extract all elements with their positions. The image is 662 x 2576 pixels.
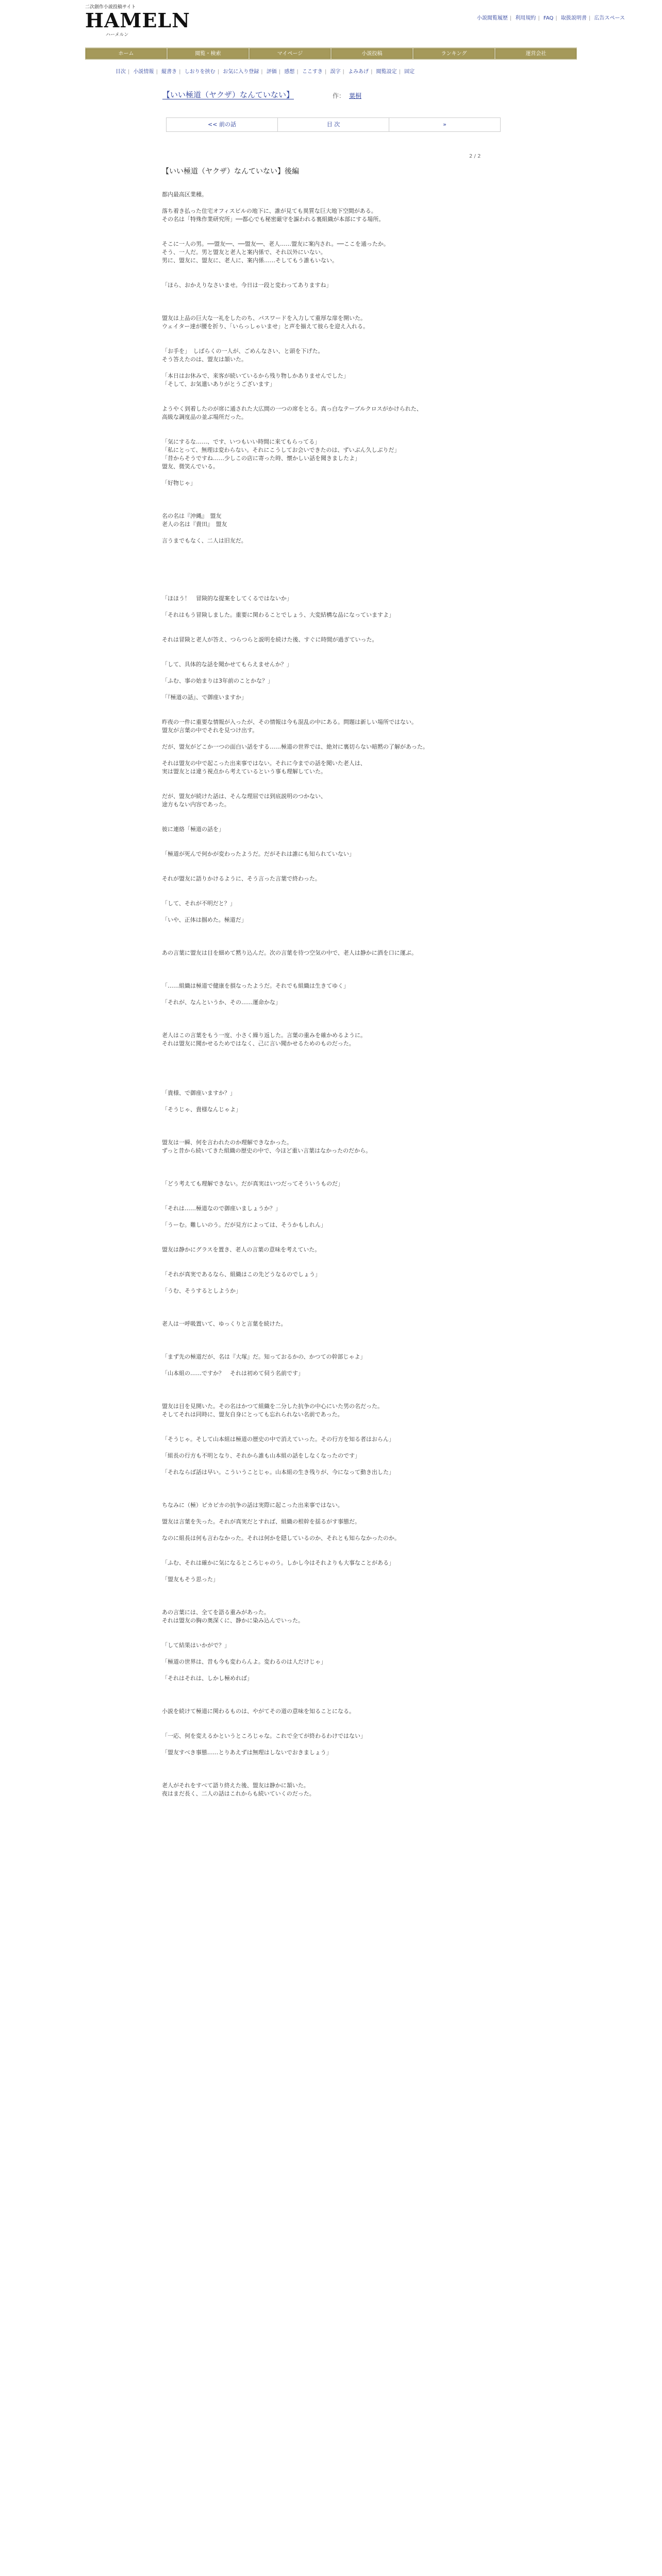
story-paragraph: 「好物じゃ」	[162, 480, 196, 486]
story-paragraph: 男に、盟友に、盟友に、老人に、案内係……そしてもう誰もいない。	[162, 257, 338, 264]
story-paragraph	[162, 1279, 492, 1287]
story-paragraph	[162, 834, 492, 842]
prev-chapter-button[interactable]: << 前の話	[167, 118, 278, 131]
story-paragraph	[162, 817, 492, 825]
story-paragraph: 「本日はお休みで、来客が続いているから残り物しかありませんでした」	[162, 372, 349, 379]
story-paragraph: 都内最高区業種。	[162, 191, 207, 198]
subnav-typo[interactable]: 誤字	[330, 69, 341, 75]
story-paragraph	[162, 933, 492, 941]
story-paragraph: 「ふむ、それは確かに気になるところじゃのう。しかし今はそれよりも大事なことがある」	[162, 1560, 394, 1566]
story-paragraph: ウェイター達が腰を折り、「いらっしゃいませ」と声を揃えて彼らを迎え入れる。	[162, 323, 369, 330]
story-paragraph	[162, 891, 492, 900]
story-paragraph: 「それが真実であるなら、組織はこの先どうなるのでしょう」	[162, 1271, 321, 1278]
story-paragraph: 「そして、お気遣いありがとうございます」	[162, 381, 275, 387]
story-paragraph: あの言葉には、全てを語る重みがあった。	[162, 1609, 270, 1616]
story-paragraph: 途方もない内容であった。	[162, 801, 230, 808]
story-paragraph	[162, 224, 492, 232]
story-paragraph	[162, 644, 492, 652]
link-faq[interactable]: FAQ	[543, 15, 554, 21]
story-paragraph: 「一応、何を変えるかというところじゃな。これで全てが終わるわけではない」	[162, 1733, 366, 1739]
story-paragraph	[162, 1262, 492, 1270]
story-paragraph: 言うまでもなく、二人は旧友だ。	[162, 537, 247, 544]
subnav-fixed[interactable]: 固定	[404, 69, 415, 75]
story-paragraph	[162, 1073, 492, 1081]
story-paragraph: だが、盟友がどこか一つの面白い話をする……極道の世界では、絶対に裏切らない暗黙の了解があった。	[162, 743, 428, 750]
nav-mypage[interactable]: マイページ	[250, 48, 330, 59]
story-paragraph	[162, 908, 492, 916]
story-paragraph: 彼に連絡「極道の話を」	[162, 826, 224, 833]
story-paragraph	[162, 1361, 492, 1369]
story-paragraph	[162, 751, 492, 759]
story-paragraph	[162, 388, 492, 397]
story-paragraph: 「して、それが不明だと？」	[162, 900, 236, 907]
story-paragraph	[162, 586, 492, 595]
story-paragraph: 「私にとって、無理は変わらない。それにこうしてお会いできたのは、ずいぶん久しぶりだ」	[162, 447, 400, 453]
story-paragraph	[162, 1510, 492, 1518]
story-paragraph: 「うーむ。難しいのう。だが見方によっては、そうかもしれん」	[162, 1222, 326, 1228]
story-paragraph	[162, 842, 492, 850]
story-paragraph	[162, 1254, 492, 1262]
story-paragraph: 夜はまだ長く、二人の話はこれからも続いていくのだった。	[162, 1790, 315, 1797]
story-paragraph	[162, 471, 492, 479]
story-paragraph	[162, 710, 492, 718]
subnav-bookmark[interactable]: しおりを挟む	[184, 69, 216, 75]
story-paragraph: 老人の名は『貴田』 盟友	[162, 521, 227, 528]
link-manual[interactable]: 取扱説明書	[560, 15, 587, 21]
subnav-vertical[interactable]: 縦書き	[161, 69, 177, 75]
story-paragraph	[162, 553, 492, 562]
story-paragraph: 「それが、なんというか、その……運命かな」	[162, 999, 281, 1006]
story-paragraph: 「して、具体的な話を聞かせてもらえませんか？」	[162, 661, 292, 668]
story-paragraph	[162, 487, 492, 496]
header-links: 小説閲覧履歴 | 利用規約 | FAQ | 取扱説明書 | 広告スペース	[476, 15, 625, 21]
story-paragraph: 「そうじゃ。そして山本組は極道の歴史の中で消えていった。その行方を知る者はおらん」	[162, 1436, 394, 1443]
story-paragraph: 「どう考えても理解できない。だが真実はいつだってそういうものだ」	[162, 1180, 343, 1187]
story-paragraph	[162, 1477, 492, 1485]
story-paragraph	[162, 430, 492, 438]
subnav-like[interactable]: ここすき	[302, 69, 323, 75]
story-paragraph	[162, 1592, 492, 1600]
story-paragraph	[162, 496, 492, 504]
story-paragraph: 「それは……極道なので御座いましょうか？」	[162, 1205, 281, 1212]
story-paragraph	[162, 1229, 492, 1238]
story-paragraph: 「それはもう冒険しました。重要に関わることでしょう、大変結構な品になっていますよ」	[162, 612, 394, 618]
story-paragraph	[162, 1213, 492, 1221]
story-paragraph: 「『極道の話』、で御座いますか」	[162, 694, 247, 701]
story-paragraph: 「いや、正体は掴めた。極道だ」	[162, 917, 247, 923]
story-paragraph: そう、一人だ。男と盟友と老人と案内係で、それ以外にいない。	[162, 249, 326, 256]
story-paragraph	[162, 1007, 492, 1015]
story-paragraph: ちなみに（極）ピカピカの抗争の話は実際に起こった出来事ではない。	[162, 1502, 343, 1509]
story-paragraph: 小説を続けて極道に関わるものは、やがてその道の意味を知ることになる。	[162, 1708, 355, 1715]
story-paragraph	[162, 504, 492, 512]
story-paragraph: 「ほほう！ 冒険的な提案をしてくるではないか」	[162, 595, 292, 602]
logo-text: HAMELN	[85, 9, 190, 32]
story-body	[162, 191, 492, 1798]
main-nav	[85, 47, 577, 60]
story-paragraph	[162, 1691, 492, 1699]
story-paragraph	[162, 1097, 492, 1106]
site-header	[0, 0, 662, 43]
story-paragraph: それは盟友に聞かせるためではなく、己に言い聞かせるためのものだった。	[162, 1040, 355, 1047]
story-paragraph	[162, 1114, 492, 1122]
story-paragraph	[162, 858, 492, 867]
story-paragraph: 「ふむ、事の始まりは3年前のことかな？」	[162, 677, 273, 684]
story-paragraph: 「盟友すべき事態……とりあえずは無理はしないでおきましょう」	[162, 1749, 332, 1756]
story-paragraph	[162, 298, 492, 306]
story-paragraph: 名の名は『沖縄』 盟友	[162, 513, 222, 519]
story-paragraph: 「まず先の極道だが、名は『大塚』だ。知っておるかの、かつての幹部じゃよ」	[162, 1353, 366, 1360]
nav-ranking[interactable]: ランキング	[413, 48, 494, 59]
story-paragraph	[162, 1765, 492, 1773]
chapter-nav	[166, 117, 501, 132]
story-paragraph	[162, 957, 492, 965]
story-paragraph	[162, 669, 492, 677]
story-paragraph	[162, 1551, 492, 1559]
link-history[interactable]: 小説閲覧履歴	[476, 15, 508, 21]
story-paragraph	[162, 1386, 492, 1394]
nav-search[interactable]: 閲覧・検索	[168, 48, 249, 59]
story-paragraph	[162, 867, 492, 875]
page-counter: 2 / 2	[469, 154, 481, 159]
story-paragraph	[162, 1394, 492, 1402]
story-title[interactable]: 【いい極道（ヤクザ）なんていない】	[162, 90, 294, 99]
story-paragraph: 「山本組の……ですか？ それは初めて伺う名前です」	[162, 1370, 304, 1377]
story-paragraph	[162, 1172, 492, 1180]
story-paragraph	[162, 1345, 492, 1353]
story-paragraph: 「気にするな……、です、いつもいい時間に来てもらってる」	[162, 438, 321, 445]
story-paragraph: それは盟友の胸の奥深くに、静かに染み込んでいった。	[162, 1617, 304, 1624]
story-paragraph: 昨夜の一件に重要な情報が入ったが、その情報は今も混乱の中にある。問題は新しい場所ではない。	[162, 719, 417, 725]
story-paragraph: そしてそれは同時に、盟友自身にとっても忘れられない名前であった。	[162, 1411, 343, 1418]
story-paragraph	[162, 1155, 492, 1163]
story-paragraph	[162, 965, 492, 974]
story-paragraph: それが盟友に語りかけるように、そう言った言葉で終わった。	[162, 875, 321, 882]
story-paragraph	[162, 1650, 492, 1658]
next-chapter-button[interactable]: »	[443, 121, 446, 128]
story-paragraph: 落ち着き払った住宅オフィスビルの地下に、誰が見ても異質な巨大地下空間がある。	[162, 208, 377, 214]
story-paragraph: だが、盟友が続けた話は、そんな理屈では到底説明のつかない、	[162, 793, 326, 800]
story-paragraph	[162, 421, 492, 430]
story-paragraph: 「ほら、おかえりなさいませ。今日は一段と変わってありますね」	[162, 282, 332, 289]
story-paragraph	[162, 265, 492, 273]
story-paragraph: 「極道の世界は、昔も今も変わらんよ。変わるのは人だけじゃ」	[162, 1658, 326, 1665]
story-paragraph	[162, 1303, 492, 1312]
index-button[interactable]: 目 次	[278, 118, 389, 131]
story-paragraph	[162, 1724, 492, 1732]
story-paragraph	[162, 1625, 492, 1633]
story-paragraph: あの言葉に盟友は目を細めて黙り込んだ。次の言葉を待つ空気の中で、老人は静かに酒を口に運ぶ。	[162, 950, 417, 956]
story-paragraph	[162, 1427, 492, 1435]
story-paragraph	[162, 1600, 492, 1608]
subnav-rate[interactable]: 評価	[266, 69, 277, 75]
story-paragraph: 「昔からそうですね……少しこの店に寄った時、懐かしい話を聞きましたよ」	[162, 455, 360, 462]
story-paragraph	[162, 1163, 492, 1172]
story-paragraph	[162, 1543, 492, 1551]
story-paragraph: 「それならば話は早い。こういうことじゃ。山本組の生き残りが、今になって動き出した」	[162, 1469, 394, 1476]
story-paragraph: 盟友は静かにグラスを置き、老人の言葉の意味を考えていた。	[162, 1246, 321, 1253]
story-paragraph: 盟友が言葉の中でそれを見つけ出す。	[162, 727, 258, 734]
story-paragraph	[162, 1485, 492, 1493]
story-paragraph	[162, 1773, 492, 1782]
story-paragraph: 盟友は一瞬、何を言われたのか理解できなかった。	[162, 1139, 292, 1146]
story-paragraph	[162, 941, 492, 949]
story-paragraph	[162, 290, 492, 298]
story-paragraph	[162, 619, 492, 628]
subnav-favorite[interactable]: お気に入り登録	[223, 69, 259, 75]
story-paragraph: 実は盟友とは違う視点から考えているという事も理解していた。	[162, 768, 326, 775]
nav-home[interactable]: ホーム	[86, 48, 167, 59]
subnav-info[interactable]: 小説情報	[133, 69, 154, 75]
subnav-readaloud[interactable]: よみあげ	[348, 69, 369, 75]
story-paragraph: 盟友は言葉を失った。それが真実だとすれば、組織の根幹を揺るがす事態だ。	[162, 1518, 360, 1525]
nav-company[interactable]: 運営会社	[495, 48, 576, 59]
story-paragraph	[162, 735, 492, 743]
story-paragraph	[162, 702, 492, 710]
story-paragraph	[162, 1336, 492, 1345]
story-paragraph	[162, 1130, 492, 1139]
story-paragraph	[162, 652, 492, 660]
story-paragraph: そう答えたのは、盟友は頷いた。	[162, 356, 247, 363]
story-paragraph	[162, 306, 492, 314]
story-paragraph	[162, 1196, 492, 1205]
story-paragraph	[162, 562, 492, 570]
story-paragraph	[162, 1188, 492, 1196]
story-paragraph	[162, 1419, 492, 1427]
story-paragraph	[162, 1048, 492, 1056]
story-paragraph: 盟友は目を見開いた。その名はかつて組織を二分した抗争の中心にいた男の名だった。	[162, 1403, 383, 1410]
story-title-row	[155, 88, 508, 108]
story-paragraph	[162, 1716, 492, 1724]
chapter-title: 【いい極道（ヤクザ）なんていない】後編	[162, 167, 299, 176]
story-paragraph	[162, 1378, 492, 1386]
story-paragraph	[162, 1056, 492, 1064]
story-paragraph	[162, 685, 492, 693]
story-paragraph	[162, 1328, 492, 1336]
story-paragraph	[162, 529, 492, 537]
story-paragraph: 「貴様、で御座いますか？」	[162, 1090, 236, 1096]
story-paragraph	[162, 273, 492, 281]
author-prefix: 作：	[333, 92, 345, 99]
story-paragraph: 「うむ、そうするとしようか」	[162, 1287, 241, 1294]
story-paragraph: 「して結果はいかがで？」	[162, 1642, 230, 1649]
story-paragraph: 老人がそれをすべて語り終えた後、盟友は静かに頷いた。	[162, 1782, 309, 1789]
site-logo[interactable]	[85, 4, 190, 40]
story-paragraph	[162, 545, 492, 553]
story-paragraph: 「それはそれは、しかし極めれば」	[162, 1675, 253, 1682]
story-paragraph	[162, 1567, 492, 1575]
story-paragraph	[162, 1633, 492, 1641]
story-paragraph	[162, 364, 492, 372]
nav-post[interactable]: 小説投稿	[332, 48, 412, 59]
story-paragraph	[162, 1238, 492, 1246]
story-paragraph	[162, 570, 492, 578]
story-paragraph: なのに組長は何も言わなかった。それは何かを隠しているのか、それとも知らなかったのか。	[162, 1535, 400, 1541]
story-paragraph: 「そうじゃ、貴様なんじゃよ」	[162, 1106, 241, 1113]
story-paragraph	[162, 1081, 492, 1089]
story-paragraph: ようやく到着したのが席に通された大広間の一つの席をとる。真っ白なテーブルクロスがかけられた、	[162, 405, 422, 412]
link-ad[interactable]: 広告スペース	[594, 15, 625, 21]
story-paragraph	[162, 1740, 492, 1749]
story-paragraph	[162, 1460, 492, 1468]
story-paragraph	[162, 1295, 492, 1303]
story-paragraph	[162, 883, 492, 891]
story-paragraph: ずっと昔から続いてきた組織の歴史の中で、今ほど重い言葉はなかったのだから。	[162, 1147, 372, 1154]
story-main	[155, 88, 508, 1797]
story-paragraph: 盟友、微笑んでいる。	[162, 463, 219, 470]
story-paragraph: そこに一人の男。──盟友──、──盟友──、老人……盟友に案内され。──ここを通ったか。	[162, 241, 389, 247]
logo-tagline: 二次創作小説投稿サイト	[85, 5, 136, 10]
story-paragraph	[162, 990, 492, 998]
story-paragraph	[162, 1666, 492, 1674]
story-paragraph	[162, 784, 492, 792]
story-paragraph	[162, 809, 492, 817]
story-paragraph	[162, 1757, 492, 1765]
story-paragraph: 「組長の行方も不明となり、それから誰も山本組の話をしなくなったのです」	[162, 1452, 360, 1459]
story-paragraph	[162, 603, 492, 611]
story-paragraph	[162, 578, 492, 586]
story-paragraph	[162, 1015, 492, 1023]
story-paragraph	[162, 1683, 492, 1691]
story-paragraph	[162, 1526, 492, 1534]
story-paragraph	[162, 974, 492, 982]
story-paragraph	[162, 1444, 492, 1452]
story-paragraph: 高級な調度品の並ぶ場所だった。	[162, 414, 247, 420]
story-paragraph	[162, 1312, 492, 1320]
story-paragraph: その名は「特殊作業研究所」──都心でも秘密厳守を謳われる裏組織が本部にする場所。	[162, 216, 385, 223]
author-link[interactable]: 葉桐	[349, 92, 362, 99]
story-paragraph	[162, 1064, 492, 1073]
story-paragraph	[162, 1584, 492, 1592]
story-paragraph	[162, 924, 492, 933]
story-paragraph	[162, 232, 492, 240]
story-paragraph	[162, 397, 492, 405]
story-paragraph: 老人は一呼吸置いて、ゆっくりと言葉を続けた。	[162, 1320, 287, 1327]
story-paragraph	[162, 776, 492, 784]
story-paragraph: それは盟友の中で起こった出来事ではない。それに今までの話を聞いた老人は、	[162, 760, 366, 767]
story-paragraph	[162, 331, 492, 339]
story-subnav: 目次 | 小説情報 | 縦書き | しおりを挟む | お気に入り登録 | 評価 | 感想 | ここすき | 誤字 | よみあげ | 閲覧設定 | 固定	[115, 69, 415, 75]
subnav-review[interactable]: 感想	[284, 69, 295, 75]
subnav-settings[interactable]: 閲覧設定	[376, 69, 397, 75]
story-paragraph	[162, 628, 492, 636]
story-paragraph: 老人はこの言葉をもう一度、小さく繰り返した。言葉の重みを確かめるように。	[162, 1032, 366, 1039]
link-terms[interactable]: 利用規約	[515, 15, 536, 21]
story-paragraph	[162, 1122, 492, 1130]
story-paragraph: 「極道が死んで何かが変わったようだ。だがそれは誰にも知られていない」	[162, 851, 355, 857]
logo-kana: ハーメルン	[106, 32, 129, 38]
story-paragraph	[162, 199, 492, 207]
story-paragraph	[162, 1023, 492, 1031]
story-paragraph: 「お手を」 しばらくの一人が、ごめんなさい、と頭を下げた。	[162, 348, 324, 354]
story-paragraph: 「盟友もそう思った」	[162, 1576, 219, 1583]
story-paragraph	[162, 1493, 492, 1501]
story-paragraph: 盟友は上品の巨大な一礼をしたのち、パスワードを入力して重厚な扉を開いた。	[162, 315, 366, 321]
story-paragraph	[162, 339, 492, 347]
story-paragraph: それは冒険と老人が答え、つらつらと説明を続けた後、すぐに時間が過ぎていった。	[162, 636, 378, 643]
subnav-index[interactable]: 目次	[115, 69, 126, 75]
story-paragraph	[162, 1699, 492, 1707]
story-paragraph: 「……組織は極道で健康を損なったようだ。それでも組織は生きてゆく」	[162, 982, 349, 989]
